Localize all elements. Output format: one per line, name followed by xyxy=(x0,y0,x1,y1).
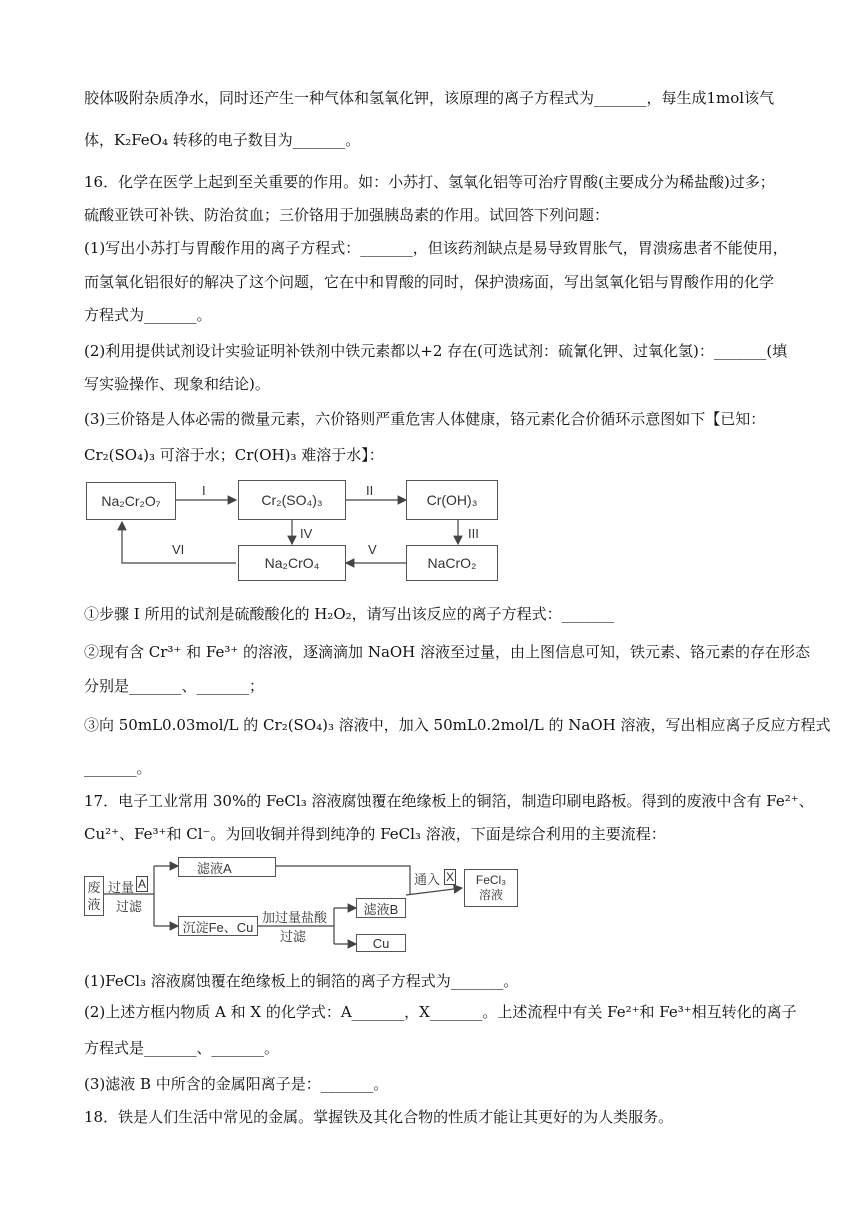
q15-line-1: 胶体吸附杂质净水，同时还产生一种气体和氢氧化钾，该原理的离子方程式为_______，每生成1mol该气 xyxy=(84,89,775,107)
step-label-2: II xyxy=(366,483,374,498)
filter-label-2: 过滤 xyxy=(280,929,307,944)
excess-label: 过量 xyxy=(108,880,135,895)
step-label-6: VI xyxy=(172,542,185,557)
box-precipitate: 沉淀Fe、Cu xyxy=(178,916,258,936)
arrow-to-fecl3 xyxy=(406,888,462,895)
step-label-3: III xyxy=(468,526,479,541)
q16-sub-2b: 分别是_______、_______； xyxy=(84,677,265,695)
box-na2cr2o7: Na₂Cr₂O₇ xyxy=(86,482,176,520)
waste-char-2: 液 xyxy=(87,897,101,912)
q15-line-2: 体，K₂FeO₄ 转移的电子数目为_______。 xyxy=(84,131,361,149)
pass-in-label: 通入 xyxy=(414,872,441,887)
fecl3-formula: FeCl₃ xyxy=(475,873,507,887)
waste-char-1: 废 xyxy=(87,880,101,895)
box-na2cro4: Na₂CrO₄ xyxy=(238,545,346,581)
box-nacro2: NaCrO₂ xyxy=(406,545,498,581)
q16-sub-2a: ②现有含 Cr³⁺ 和 Fe³⁺ 的溶液，逐滴滴加 NaOH 溶液至过量，由上图信息可知，铁元素、铬元素的存在形态 xyxy=(84,643,811,661)
filtrate-a-line xyxy=(276,866,410,895)
reagent-a-box: A xyxy=(138,877,147,891)
step-label-5: V xyxy=(368,542,377,557)
fecl3-solution-word: 溶液 xyxy=(478,888,503,902)
q16-part1-b: 而氢氧化铝很好的解决了这个问题，它在中和胃酸的同时，保护溃疡面，写出氢氧化铝与胃酸作用的化学 xyxy=(84,273,775,291)
box-filtrate-a: 滤液A xyxy=(178,857,276,877)
q16-stem-2: 硫酸亚铁可补铁、防治贫血；三价铬用于加强胰岛素的作用。试回答下列问题： xyxy=(84,206,610,224)
q16-sub-1: ①步骤 I 所用的试剂是硫酸酸化的 H₂O₂，请写出该反应的离子方程式：_______ xyxy=(84,605,615,623)
q16-stem-1: 16．化学在医学上起到至关重要的作用。如：小苏打、氢氧化铝等可治疗胃酸(主要成分为稀盐酸)过多； xyxy=(84,173,775,191)
filter-label-1: 过滤 xyxy=(116,899,143,914)
box-croh3: Cr(OH)₃ xyxy=(406,480,498,520)
q16-part2-a: (2)利用提供试剂设计实验证明补铁剂中铁元素都以+2 存在(可选试剂：硫氰化钾、过氧化氢)：_______(填 xyxy=(84,342,788,360)
q16-part1-c: 方程式为_______。 xyxy=(84,306,212,324)
q16-part3-b: Cr₂(SO₄)₃ 可溶于水；Cr(OH)₃ 难溶于水】： xyxy=(84,446,384,464)
q17-stem-1: 17．电子工业常用 30%的 FeCl₃ 溶液腐蚀覆在绝缘板上的铜箔，制造印刷电路板。得到的废液中含有 Fe²⁺、 xyxy=(84,792,814,810)
q16-part3-a: (3)三价铬是人体必需的微量元素，六价铬则严重危害人体健康，铬元素化合价循环示意图如下【已知： xyxy=(84,410,766,428)
box-copper: Cu xyxy=(356,934,406,952)
q18-stem: 18．铁是人们生活中常见的金属。掌握铁及其化合物的性质才能让其更好的为人类服务。 xyxy=(84,1108,674,1126)
q16-part1-a: (1)写出小苏打与胃酸作用的离子方程式：_______，但该药剂缺点是易导致胃胀气，胃溃疡患者不能使用， xyxy=(84,239,788,257)
q16-sub-3b: _______。 xyxy=(84,759,152,777)
q17-part2-a: (2)上述方框内物质 A 和 X 的化学式：A_______，X_______。上述流程中有关 Fe²⁺和 Fe³⁺相互转化的离子 xyxy=(84,1003,797,1021)
q17-stem-2: Cu²⁺、Fe³⁺和 Cl⁻。为回收铜并得到纯净的 FeCl₃ 溶液，下面是综合利用的主要流程： xyxy=(84,825,666,843)
q17-part2-b: 方程式是_______、_______。 xyxy=(84,1039,280,1057)
q17-part3: (3)滤液 B 中所含的金属阳离子是：_______。 xyxy=(84,1075,389,1093)
step-label-4: IV xyxy=(300,526,313,541)
box-waste-liquid xyxy=(84,876,104,916)
q16-sub-3a: ③向 50mL0.03mol/L 的 Cr₂(SO₄)₃ 溶液中，加入 50mL0.2mol/L 的 NaOH 溶液，写出相应离子反应方程式 xyxy=(84,716,831,734)
box-cr2so43: Cr₂(SO₄)₃ xyxy=(238,480,346,520)
box-filtrate-b: 滤液B xyxy=(356,898,406,918)
q17-part1: (1)FeCl₃ 溶液腐蚀覆在绝缘板上的铜箔的离子方程式为_______。 xyxy=(84,972,519,990)
reagent-x-box: X xyxy=(446,870,455,884)
box-fecl3-solution xyxy=(464,869,518,907)
add-hcl-label: 加过量盐酸 xyxy=(262,910,328,925)
q16-part2-b: 写实验操作、现象和结论)。 xyxy=(84,375,270,393)
step-label-1: I xyxy=(202,483,206,498)
